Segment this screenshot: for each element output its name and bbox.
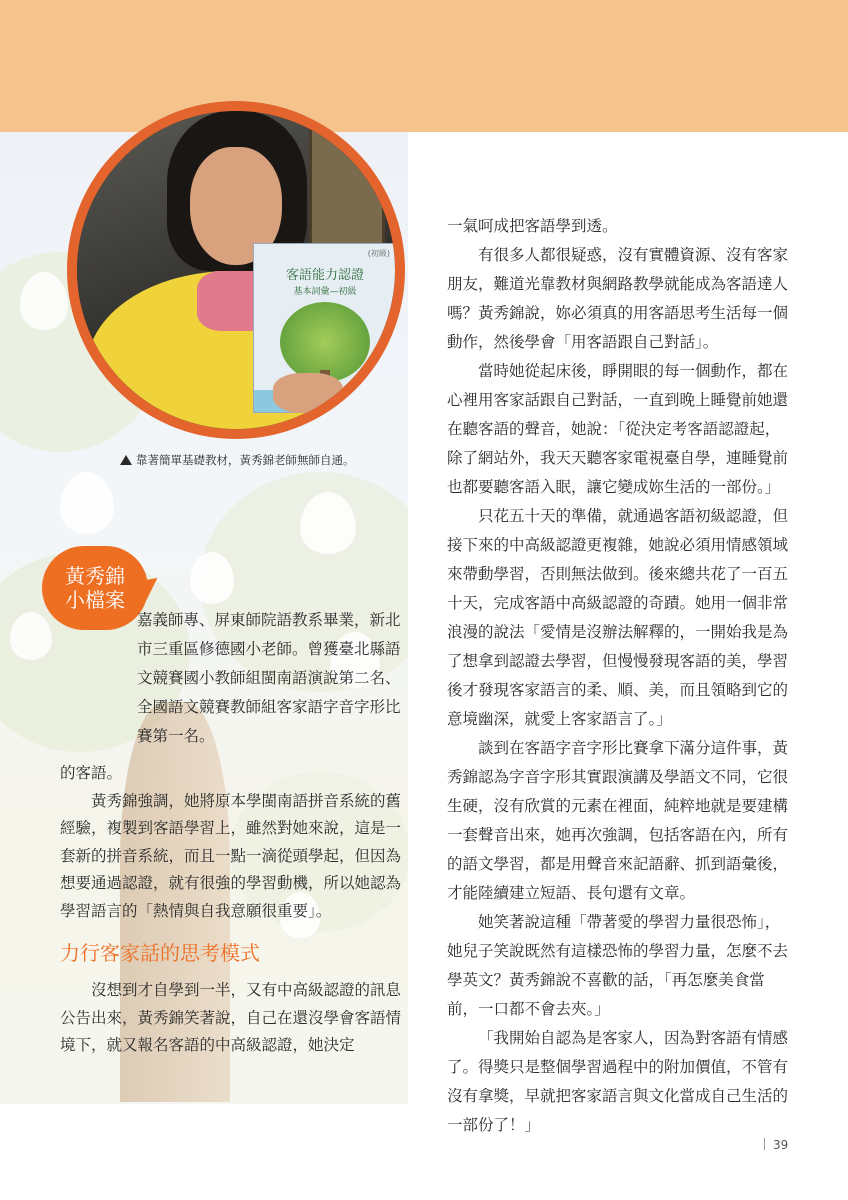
paragraph: 她笑著說這種「帶著愛的學習力量很恐怖」，她兒子笑說既然有這樣恐怖的學習力量，怎麼不去學英文？黃秀錦說不喜歡的話，「再怎麼美食當前，一口都不會去夾。」: [447, 913, 789, 1018]
page-number: [764, 1138, 788, 1152]
right-column: [447, 212, 791, 1140]
triangle-icon: [120, 455, 132, 465]
profile-box: [137, 606, 407, 751]
paragraph: 的客語。: [60, 764, 123, 782]
book-tag: (初級): [367, 249, 390, 258]
paragraph: 只花五十天的準備，就通過客語初級認證，但接下來的中高級認證更複雜，她說必須用情感領域來帶動學習，否則無法做到。後來總共花了一百五十天，完成客語中高級認證的奇蹟。她用一個非常浪漫的說法「愛情是沒辦法解釋的，一開始我是為了想拿到認證去學習，但慢慢發現客語的美，學習後才發現客家語言的柔、順、美，而且領略到它的意境幽深，就愛上客家語言了。」: [447, 507, 789, 728]
caption-text: 靠著簡單基礎教材，黃秀錦老師無師自通。: [136, 453, 355, 467]
paragraph: 當時她從起床後，睜開眼的每一個動作，都在心裡用客家話跟自己對話，一直到晚上睡覺前她還在聽客語的聲音，她說：「從決定考客語認證起，除了網站外，我天天聽客家電視臺自學，連睡覺前也都要聽客語入眠，讓它變成妳生活的一部份。」: [447, 362, 789, 496]
paragraph: 有很多人都很疑惑，沒有實體資源、沒有客家朋友，難道光靠教材與網路教學就能成為客語達人嗎？黃秀錦說，妳必須真的用客語思考生活每一個動作，然後學會「用客語跟自己對話」。: [447, 246, 789, 351]
left-column: [60, 760, 404, 1060]
divider: [764, 1138, 765, 1150]
section-heading: 力行客家話的思考模式: [60, 941, 260, 965]
book-subtitle: 基本詞彙—初級: [293, 287, 357, 297]
bubble-line-1: 黃秀錦: [65, 564, 125, 588]
book-title: 客語能力認證: [285, 268, 364, 283]
profile-text: 嘉義師專、屏東師院語教系畢業，新北市三重區修德國小老師。曾獲臺北縣語文競賽國小教師組閩南語演說第二名、全國語文競賽教師組客家語字音字形比賽第一名。: [137, 611, 401, 745]
paragraph: 一氣呵成把客語學到透。: [447, 217, 618, 235]
paragraph: 沒想到才自學到一半，又有中高級認證的訊息公告出來，黃秀錦笑著說，自己在還沒學會客語情境下，就又報名客語的中高級認證，她決定: [60, 981, 402, 1054]
bubble-line-2: 小檔案: [65, 588, 125, 612]
paragraph: 黃秀錦強調，她將原本學閩南語拼音系統的舊經驗，複製到客語學習上，雖然對她來說，這是一套新的拼音系統，而且一點一滴從頭學起，但因為想要通過認證，就有很強的學習動機，所以她認為學習語言的「熱情與自我意願很重要」。: [60, 791, 402, 920]
paragraph: 談到在客語字音字形比賽拿下滿分這件事，黃秀錦認為字音字形其實跟演講及學語文不同，它很生硬，沒有欣賞的元素在裡面，純粹地就是要建構一套聲音出來，她再次強調，包括客語在內，所有的語文學習，都是用聲音來記語辭、抓到語彙後，才能陸續建立短語、長句還有文章。: [447, 739, 789, 902]
page-number-text: 39: [773, 1138, 789, 1152]
portrait-photo: [77, 111, 395, 429]
paragraph: 「我開始自認為是客家人，因為對客語有情感了。得獎只是整個學習過程中的附加價值，不管有沒有拿獎，早就把客家語言與文化當成自己生活的一部份了！」: [447, 1029, 789, 1134]
profile-bubble: [42, 546, 148, 630]
photo-caption: [120, 452, 355, 468]
